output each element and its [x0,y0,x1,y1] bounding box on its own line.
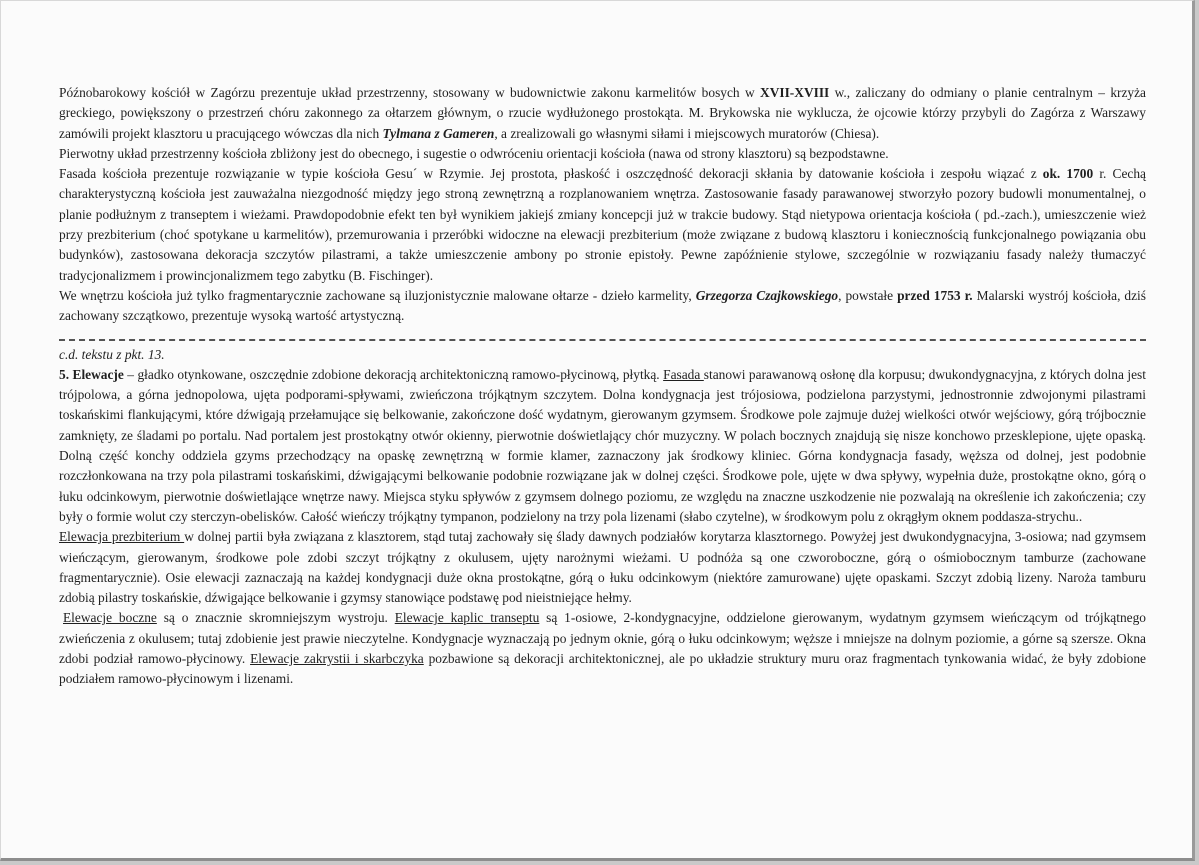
paragraph-elevations [59,365,1146,527]
text-run: pozbawione są dekoracji architektonicznej, ale po układzie struktury muru oraz fragmentach tynkowania widać, że były zdobione podziałem ramowo-płycinowym i lizenami. [59,651,1146,687]
text-run: są 1-osiowe, 2-kondygnacyjne, oddzielone gierowanym, wydatnym gzymsem wieńczącym od trójkątnego zwieńczenia z okulusem; tutaj zdobienie jest prawie nieczytelne. Kondygnacje wyznaczają po jednym oknie, górą o łuku odcinkowym; węższe i mniejsze na dolnym poziomie, a górne są szersze. Okna zdobi podział ramowo-płycinowy. [59,610,1146,667]
painter-name: Grzegorza Czajkowskiego [695,287,839,303]
text-run: są o znacznie skromniejszym wystroju. [156,610,395,626]
text-run: w dolnej partii była związana z klasztorem, stąd tutaj zachowały się ślady dawnych podziałów korytarza klasztornego. Powyżej jest dwukondygnacyjna, 3-osiowa; nad gzymsem wieńczącym, gierowanym, środkowe pole zdobi szczyt trójkątny z okulusem, ujęty narożnymi wieżami. U podnóża są one czworoboczne, górą o ośmiobocznym tamburze (zachowane fragmentarycznie). Osie elewacji zaznaczają na każdej kondygnacji duże okna prostokątne, górą o łuku odcinkowym (niektóre zamurowane) ujęte opaskami. Szczyt zdobią lizeny. Naroża tamburu zdobią pilastry toskańskie, dźwigające belkowanie i gzymsy stanowiące podstawę pod nieistniejące hełmy. [59,529,1147,606]
heading-text: c.d. tekstu z pkt. 13. [59,346,165,362]
architect-name: Tylmana z Gameren [382,125,495,141]
chapels-label: Elewacje kaplic transeptu [394,610,540,626]
paragraph-intro-4 [59,286,1146,327]
presbytery-label: Elewacja prezbiterium [59,529,185,545]
paragraph-side-elevations [59,608,1146,689]
section-number-bold: 5. Elewacje [59,366,124,382]
paragraph-intro-3 [59,164,1146,286]
text-run: We wnętrzu kościoła już tylko fragmentarycznie zachowane są iluzjonistycznie malowane ołtarze - dzieło karmelity, [59,287,696,303]
text-run: stanowi parawanową osłonę dla korpusu; dwukondygnacyjna, z których dolna jest trójpolowa, a górna jednopolowa, ujęta podporami-spływami, zwieńczona trójkątnym szczytem. Dolna kondygnacja jest trójosiowa, podzielona parzystymi, jednostronnie zdwojonymi pilastrami toskańskimi flankującymi, które dźwigają przełamujące się belkowanie, zakończone dość wydatnym, gierowanym gzymsem. Środkowe pole zajmuje dużej wielkości otwór wejściowy, górą trójbocznie zamknięty, ze śladami po portalu. Nad portalem jest prostokątny otwór okienny, pierwotnie doświetlający chór muzyczny. W polach bocznych znajdują się nisze konchowo przesklepione, ujęte opaską. Dolną część konchy oddziela gzyms przechodzący na opaskę zewnętrzną w formie klamer, zaznaczony jak środkowy kliniec. Górna kondygnacja fasady, węższa od dolnej, jest podobnie rozczłonkowana na trzy pola pilastrami toskańskimi, dźwigającymi belkowanie podobnie rozwiązane jak w dolnej części. Środkowe pole, ujęte w dwa spływy, wypełnia duże, prostokątne okno, górą o łuku odcinkowym, pierwotnie doświetlające wnętrze nawy. Miejsca styku spływów z gzymsem dolnego poziomu, ze względu na znaczne uszkodzenie nie pozwalają na określenie ich zakończenia; czy były o formie wolut czy sterczyn-obelisków. Całość wieńczy trójkątny tympanon, podzielony na trzy pola lizenami (słabo czytelne), w środkowym polu z okrągłym oknem poddasza-strychu.. [59,366,1146,524]
text-run: , powstałe [838,287,898,303]
side-elevations-label: Elewacje boczne [63,610,157,626]
text-run: r. Cechą charakterystyczną kościoła jest zauważalna niezgodność między jego stroną zewnętrzną a rozplanowaniem wnętrza. Zastosowanie fasady parawanowej stworzyło pozory budowli monumentalnej, o planie podłużnym z transeptem i wieżami. Prawdopodobnie efekt ten był wynikiem jakiejś zmiany koncepcji już w trakcie budowy. Stąd nietypowa orientacja kościoła ( pd.-zach.), umieszczenie wież przy prezbiterium (choć spotykane u karmelitów), przemurowania i przeróbki widoczne na elewacji prezbiterium (może związane z budową klasztoru i koniecznością funkcjonalnego powiązania obu budynków), zastosowana dekoracja szczytów pilastrami, a także umieszczenie ambony po stronie epistoły. Pewne zapóźnienie stylowe, szczególnie w rozwiązaniu fasady należy tłumaczyć tradycjonalizmem i prowincjonalizmem tego zabytku (B. Fischinger). [59,166,1146,283]
paragraph-presbytery [59,527,1146,608]
text-run: Malarski wystrój kościoła, dziś zachowany szczątkowo, prezentuje wysoką wartość artystyczną. [59,287,1146,324]
sacristy-label: Elewacje zakrystii i skarbczyka [250,651,424,667]
text-run: – gładko otynkowane, oszczędnie zdobione dekoracją architektoniczną ramowo-płycinową, płytką. [123,366,664,382]
date-bold: przed 1753 r. [897,287,973,303]
text-run: w., zaliczany do odmiany o planie centralnym – krzyża greckiego, powiększony o przestrzeń chóru zakonnego za ołtarzem głównym, o rzucie wydłużonego prostokąta. M. Brykowska nie wyklucza, że ojcowie którzy przybyli do Zagórza z Warszawy zamówili projekt klasztoru u pracującego wówczas dla nich [59,85,1146,141]
century-bold: XVII-XVIII [760,85,830,100]
document-body [59,83,1146,690]
text-run: Fasada kościoła prezentuje rozwiązanie w typie kościoła Gesu´ w Rzymie. Jej prostota, płaskość i oszczędność dekoracji skłania by datowanie kościoła i zespołu wiązać z [59,166,1043,182]
dashed-separator [59,339,1146,343]
facade-label: Fasada [663,366,704,382]
text-run: , a zrealizowali go własnymi siłami i miejscowych muratorów (Chiesa). [494,125,880,141]
paragraph-intro-2: Pierwotny układ przestrzenny kościoła zbliżony jest do obecnego, i sugestie o odwróceniu orientacji kościoła (nawa od strony klasztoru) są bezpodstawne. [59,145,889,161]
paragraph-intro-1 [59,83,1146,144]
date-bold: ok. 1700 [1042,166,1094,182]
text-run: Późnobarokowy kościół w Zagórzu prezentuje układ przestrzenny, stosowany w budownictwie zakonu karmelitów bosych w [59,85,761,100]
continuation-heading [59,345,1146,365]
